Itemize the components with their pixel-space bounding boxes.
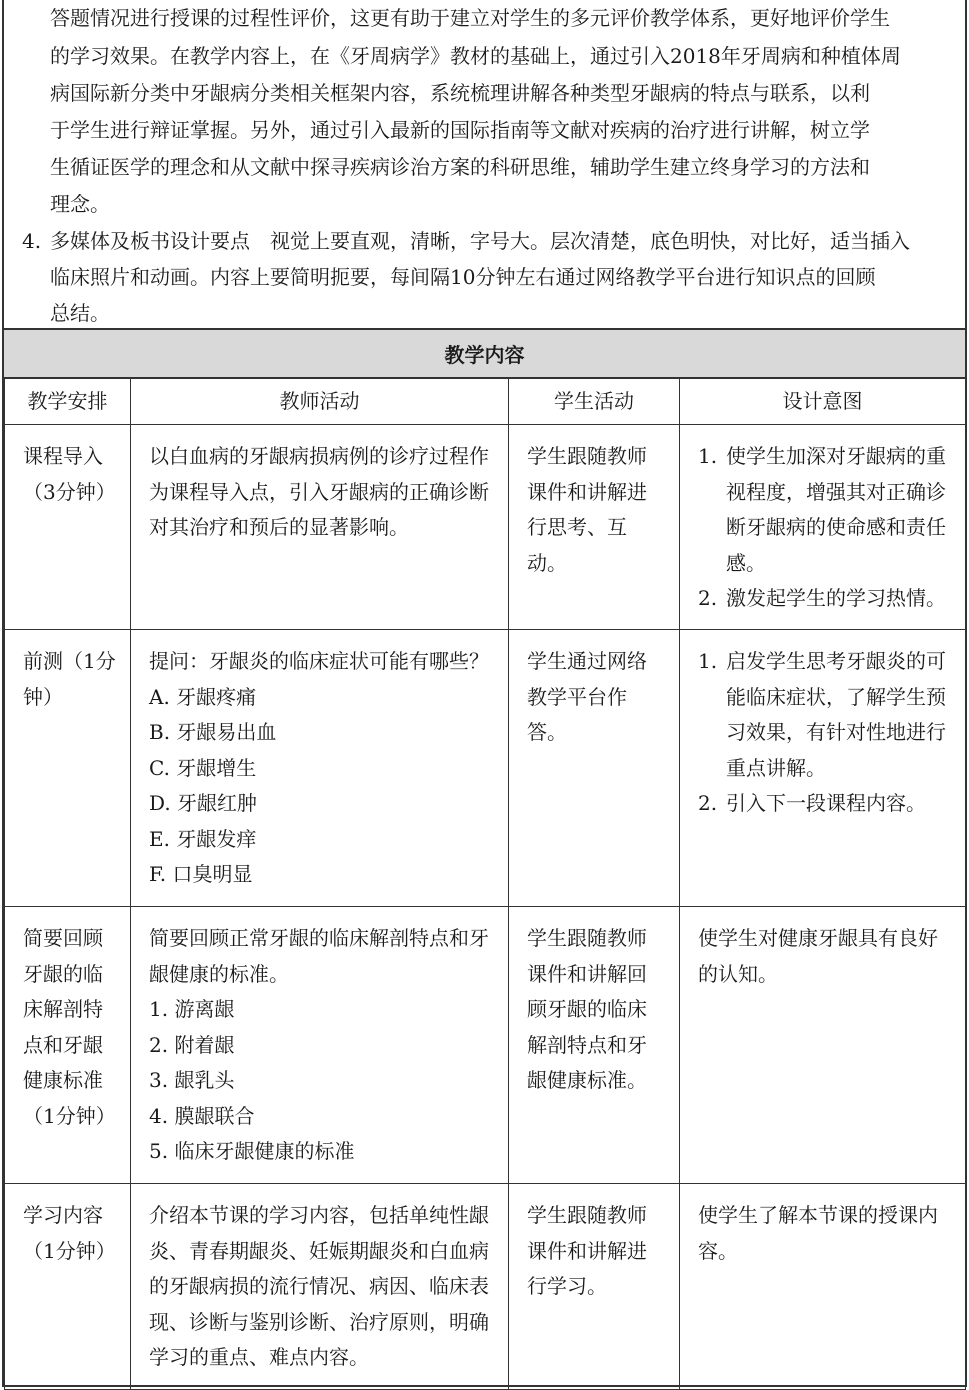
review-item: 4. 膜龈联合 <box>149 1103 255 1128</box>
design-intent-cell <box>680 439 965 617</box>
arrangement-cell: 前测（1分钟） <box>23 649 116 709</box>
document-page <box>2 0 967 1387</box>
intro-line: 病国际新分类中牙龈病分类相关框架内容，系统梳理讲解各种类型牙龈病的特点与联系，以利 <box>50 81 870 105</box>
option-a: A. 牙龈疼痛 <box>149 684 257 709</box>
intro-line: 答题情况进行授课的过程性评价，这更有助于建立对学生的多元评价教学体系，更好地评价学生 <box>50 6 890 30</box>
option-c: C. 牙龈增生 <box>149 755 257 780</box>
teacher-activity-cell: 介绍本节课的学习内容，包括单纯性龈炎、青春期龈炎、妊娠期龈炎和白血病的牙龈病损的流行情况、病因、临床表现、诊断与鉴别诊断、治疗原则，明确学习的重点、难点内容。 <box>149 1203 489 1369</box>
list-item: 1. 使学生加深对牙龈病的重视程度，增强其对正确诊断牙龈病的使命感和责任感。 <box>698 444 946 575</box>
table-row <box>5 425 966 630</box>
header-student-activity: 学生活动 <box>509 379 680 425</box>
intro-section <box>4 0 965 330</box>
teacher-activity-cell <box>131 644 508 893</box>
review-item: 3. 龈乳头 <box>149 1068 235 1092</box>
option-d: D. 牙龈红肿 <box>149 791 258 815</box>
item-4-number: 4. <box>22 229 42 253</box>
header-arrangement: 教学安排 <box>5 379 131 425</box>
item-4-line: 总结。 <box>50 301 110 325</box>
list-item: 2. 引入下一段课程内容。 <box>698 791 926 815</box>
intro-line: 生循证医学的理念和从文献中探寻疾病诊治方案的科研思维，辅助学生建立终身学习的方法和 <box>50 155 870 179</box>
table-row <box>5 907 966 1184</box>
arrangement-cell: 简要回顾牙龈的临床解剖特点和牙龈健康标准（1分钟） <box>23 926 116 1128</box>
student-activity-cell: 学生通过网络教学平台作答。 <box>527 649 647 744</box>
design-intent-cell <box>680 644 965 822</box>
student-activity-cell: 学生跟随教师课件和讲解进行思考、互动。 <box>527 444 647 575</box>
header-design-intent: 设计意图 <box>680 379 966 425</box>
intro-line: 理念。 <box>50 192 110 216</box>
teacher-activity-cell: 以白血病的牙龈病损病例的诊疗过程作为课程导入点，引入牙龈病的正确诊断对其治疗和预后的显著影响。 <box>149 444 489 539</box>
student-activity-cell: 学生跟随教师课件和讲解回顾牙龈的临床解剖特点和牙龈健康标准。 <box>527 926 647 1092</box>
item-4-line: 多媒体及板书设计要点 视觉上要直观，清晰，字号大。层次清楚，底色明快，对比好，适当插入 <box>50 229 910 253</box>
question-text: 提问：牙龈炎的临床症状可能有哪些？ <box>149 649 489 673</box>
arrangement-cell: 学习内容（1分钟） <box>23 1203 116 1263</box>
student-activity-cell: 学生跟随教师课件和讲解进行学习。 <box>527 1203 647 1298</box>
option-e: E. 牙龈发痒 <box>149 826 257 851</box>
table-row <box>5 630 966 907</box>
design-intent-cell: 使学生了解本节课的授课内容。 <box>698 1203 938 1263</box>
teaching-content-table <box>4 378 966 1390</box>
list-item: 2. 激发起学生的学习热情。 <box>698 586 946 610</box>
item-4-line: 临床照片和动画。内容上要简明扼要，每间隔10分钟左右通过网络教学平台进行知识点的回顾 <box>50 265 876 289</box>
intro-line: 于学生进行辩证掌握。另外，通过引入最新的国际指南等文献对疾病的治疗进行讲解，树立学 <box>50 118 870 142</box>
review-item: 2. 附着龈 <box>149 1032 235 1057</box>
table-row <box>5 1184 966 1390</box>
option-b: B. 牙龈易出血 <box>149 720 277 744</box>
section-title: 教学内容 <box>4 330 965 378</box>
header-teacher-activity: 教师活动 <box>131 379 509 425</box>
option-f: F. 口臭明显 <box>149 862 253 886</box>
table-header-row <box>5 379 966 425</box>
design-intent-cell: 使学生对健康牙龈具有良好的认知。 <box>698 926 938 986</box>
list-item: 1. 启发学生思考牙龈炎的可能临床症状，了解学生预习效果，有针对性地进行重点讲解。 <box>698 649 946 780</box>
arrangement-cell: 课程导入（3分钟） <box>23 444 116 504</box>
review-item: 5. 临床牙龈健康的标准 <box>149 1139 355 1163</box>
review-item: 1. 游离龈 <box>149 997 235 1021</box>
teacher-activity-cell <box>131 921 508 1170</box>
review-intro: 简要回顾正常牙龈的临床解剖特点和牙龈健康的标准。 <box>149 926 489 986</box>
intro-line: 的学习效果。在教学内容上，在《牙周病学》教材的基础上，通过引入2018年牙周病和种植体周 <box>50 44 901 68</box>
